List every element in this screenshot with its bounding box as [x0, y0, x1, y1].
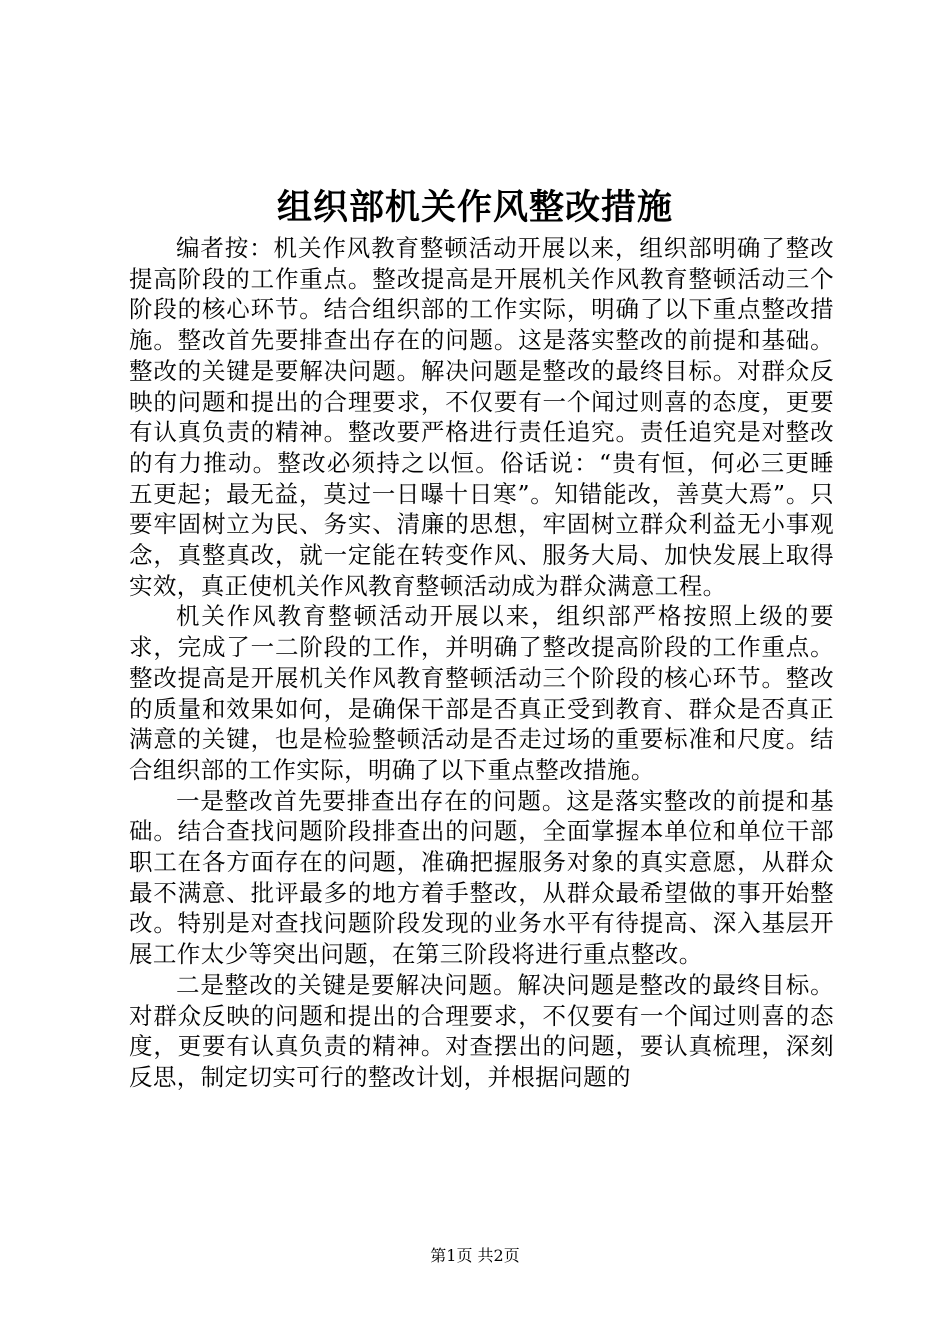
paragraph-point-two: 二是整改的关键是要解决问题。解决问题是整改的最终目标。对群众反映的问题和提出的合理要求，不仅要有一个闻过则喜的态度，更要有认真负责的精神。对查摆出的问题，要认真梳理，深刻反思，制定切实可行的整改计划，并根据问题的 [129, 970, 834, 1091]
paragraph-intro: 机关作风教育整顿活动开展以来，组织部严格按照上级的要求，完成了一二阶段的工作，并明确了整改提高阶段的工作重点。整改提高是开展机关作风教育整顿活动三个阶段的核心环节。整改的质量和效果如何，是确保干部是否真正受到教育、群众是否真正满意的关键，也是检验整顿活动是否走过场的重要标准和尺度。结合组织部的工作实际，明确了以下重点整改措施。 [129, 602, 834, 784]
document-body [129, 233, 834, 1093]
paragraph-point-one: 一是整改首先要排查出存在的问题。这是落实整改的前提和基础。结合查找问题阶段排查出的问题，全面掌握本单位和单位干部职工在各方面存在的问题，准确把握服务对象的真实意愿，从群众最不满意、批评最多的地方着手整改，从群众最希望做的事开始整改。特别是对查找问题阶段发现的业务水平有待提高、深入基层开展工作太少等突出问题，在第三阶段将进行重点整改。 [129, 786, 834, 969]
document-title: 组织部机关作风整改措施 [276, 187, 673, 228]
paragraph-editor-note: 编者按：机关作风教育整顿活动开展以来，组织部明确了整改提高阶段的工作重点。整改提高是开展机关作风教育整顿活动三个阶段的核心环节。结合组织部的工作实际，明确了以下重点整改措施。整改首先要排查出存在的问题。这是落实整改的前提和基础。整改的关键是要解决问题。解决问题是整改的最终目标。对群众反映的问题和提出的合理要求，不仅要有一个闻过则喜的态度，更要有认真负责的精神。整改要严格进行责任追究。责任追究是对整改的有力推动。整改必须持之以恒。俗话说：“贵有恒，何必三更睡五更起；最无益，莫过一日曝十日寒”。知错能改，善莫大焉”。只要牢固树立为民、务实、清廉的思想，牢固树立群众利益无小事观念，真整真改，就一定能在转变作风、服务大局、加快发展上取得实效，真正使机关作风教育整顿活动成为群众满意工程。 [129, 234, 834, 600]
page-footer: 第1页 共2页 [430, 1246, 520, 1265]
